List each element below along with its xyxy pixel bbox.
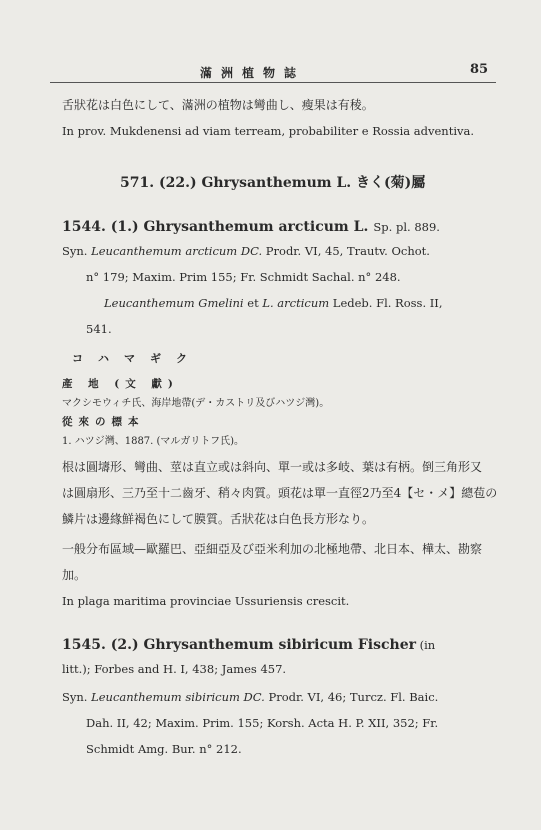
synonym-line xyxy=(62,690,438,704)
japanese-name: コハマギク xyxy=(72,352,202,365)
distribution-line: 加。 xyxy=(62,568,87,582)
description-line: 根は圓壔形、彎曲、莖は直立或は斜向、單一或は多岐、葉は有柄。倒三角形又 xyxy=(62,460,483,474)
species-heading xyxy=(62,216,440,235)
synonym-line: Dah. II, 42; Maxim. Prim. 155; Korsh. Acta H. P. XII, 352; Fr. xyxy=(86,716,439,730)
section-origin: 產 地 (文 獻) xyxy=(62,378,179,390)
species-ref: (in xyxy=(415,638,436,652)
header-rule xyxy=(50,82,496,83)
synonym-line: Schmidt Amg. Bur. n° 212. xyxy=(86,742,242,756)
syn-name: Leucanthemum Gmelini xyxy=(104,296,244,310)
origin-text: マクシモウィチ氏、海岸地帶(デ・カストリ及びハツジ灣)。 xyxy=(62,398,330,409)
syn-ref: Prodr. VI, 46; Turcz. Fl. Baic. xyxy=(264,690,439,704)
syn-ref: Prodr. VI, 45, Trautv. Ochot. xyxy=(262,244,430,258)
syn-conj: et xyxy=(243,296,263,310)
syn-label: Syn. xyxy=(62,690,92,704)
synonym-line: n° 179; Maxim. Prim 155; Fr. Schmidt Sachal. n° 248. xyxy=(86,270,401,284)
synonym-line xyxy=(62,244,430,258)
description-line: は圓扇形、三乃至十二齒牙、稍々肉質。頭花は單一直徑2乃至4【セ・メ】總苞の xyxy=(62,486,498,500)
syn-ref: Ledeb. Fl. Ross. II, xyxy=(329,296,443,310)
species-name: 1544. (1.) Ghrysanthemum arcticum L. xyxy=(62,219,369,235)
section-specimen: 從來の標本 xyxy=(62,416,145,428)
synonym-line: 541. xyxy=(86,322,112,336)
distribution-line: 一般分布區域—歐羅巴、亞細亞及び亞米利加の北極地帶、北日本、樺太、勘察 xyxy=(62,542,483,556)
syn-name: Leucanthemum arcticum DC. xyxy=(91,244,263,258)
page-number: 85 xyxy=(470,62,489,77)
species-name: 1545. (2.) Ghrysanthemum sibiricum Fischer xyxy=(62,637,416,653)
latin-line: In prov. Mukdenensi ad viam terream, probabiliter e Rossia adventiva. xyxy=(62,124,475,138)
synonym-line xyxy=(104,296,443,310)
description-line: 鱗片は邊緣鮮褐色にして膜質。舌狀花は白色長方形なり。 xyxy=(62,512,375,526)
latin-line: In plaga maritima provinciae Ussuriensis crescit. xyxy=(62,594,350,608)
syn-name: L. arcticum xyxy=(262,296,330,310)
species-ref: Sp. pl. 889. xyxy=(373,220,440,234)
syn-label: Syn. xyxy=(62,244,92,258)
species-ref-line: litt.); Forbes and H. I, 438; James 457. xyxy=(62,662,287,676)
text-line: 舌狀花は白色にして、滿洲の植物は彎曲し、瘦果は有稜。 xyxy=(62,98,374,112)
specimen-text: 1. ハツジ灣、1887. (マルガリトフ氏)。 xyxy=(62,436,245,447)
species-heading xyxy=(62,634,435,653)
running-header: 滿洲植物誌 xyxy=(200,66,306,80)
genus-heading: 571. (22.) Ghrysanthemum L. きく(菊)屬 xyxy=(120,175,426,191)
syn-name: Leucanthemum sibiricum DC. xyxy=(91,690,265,704)
